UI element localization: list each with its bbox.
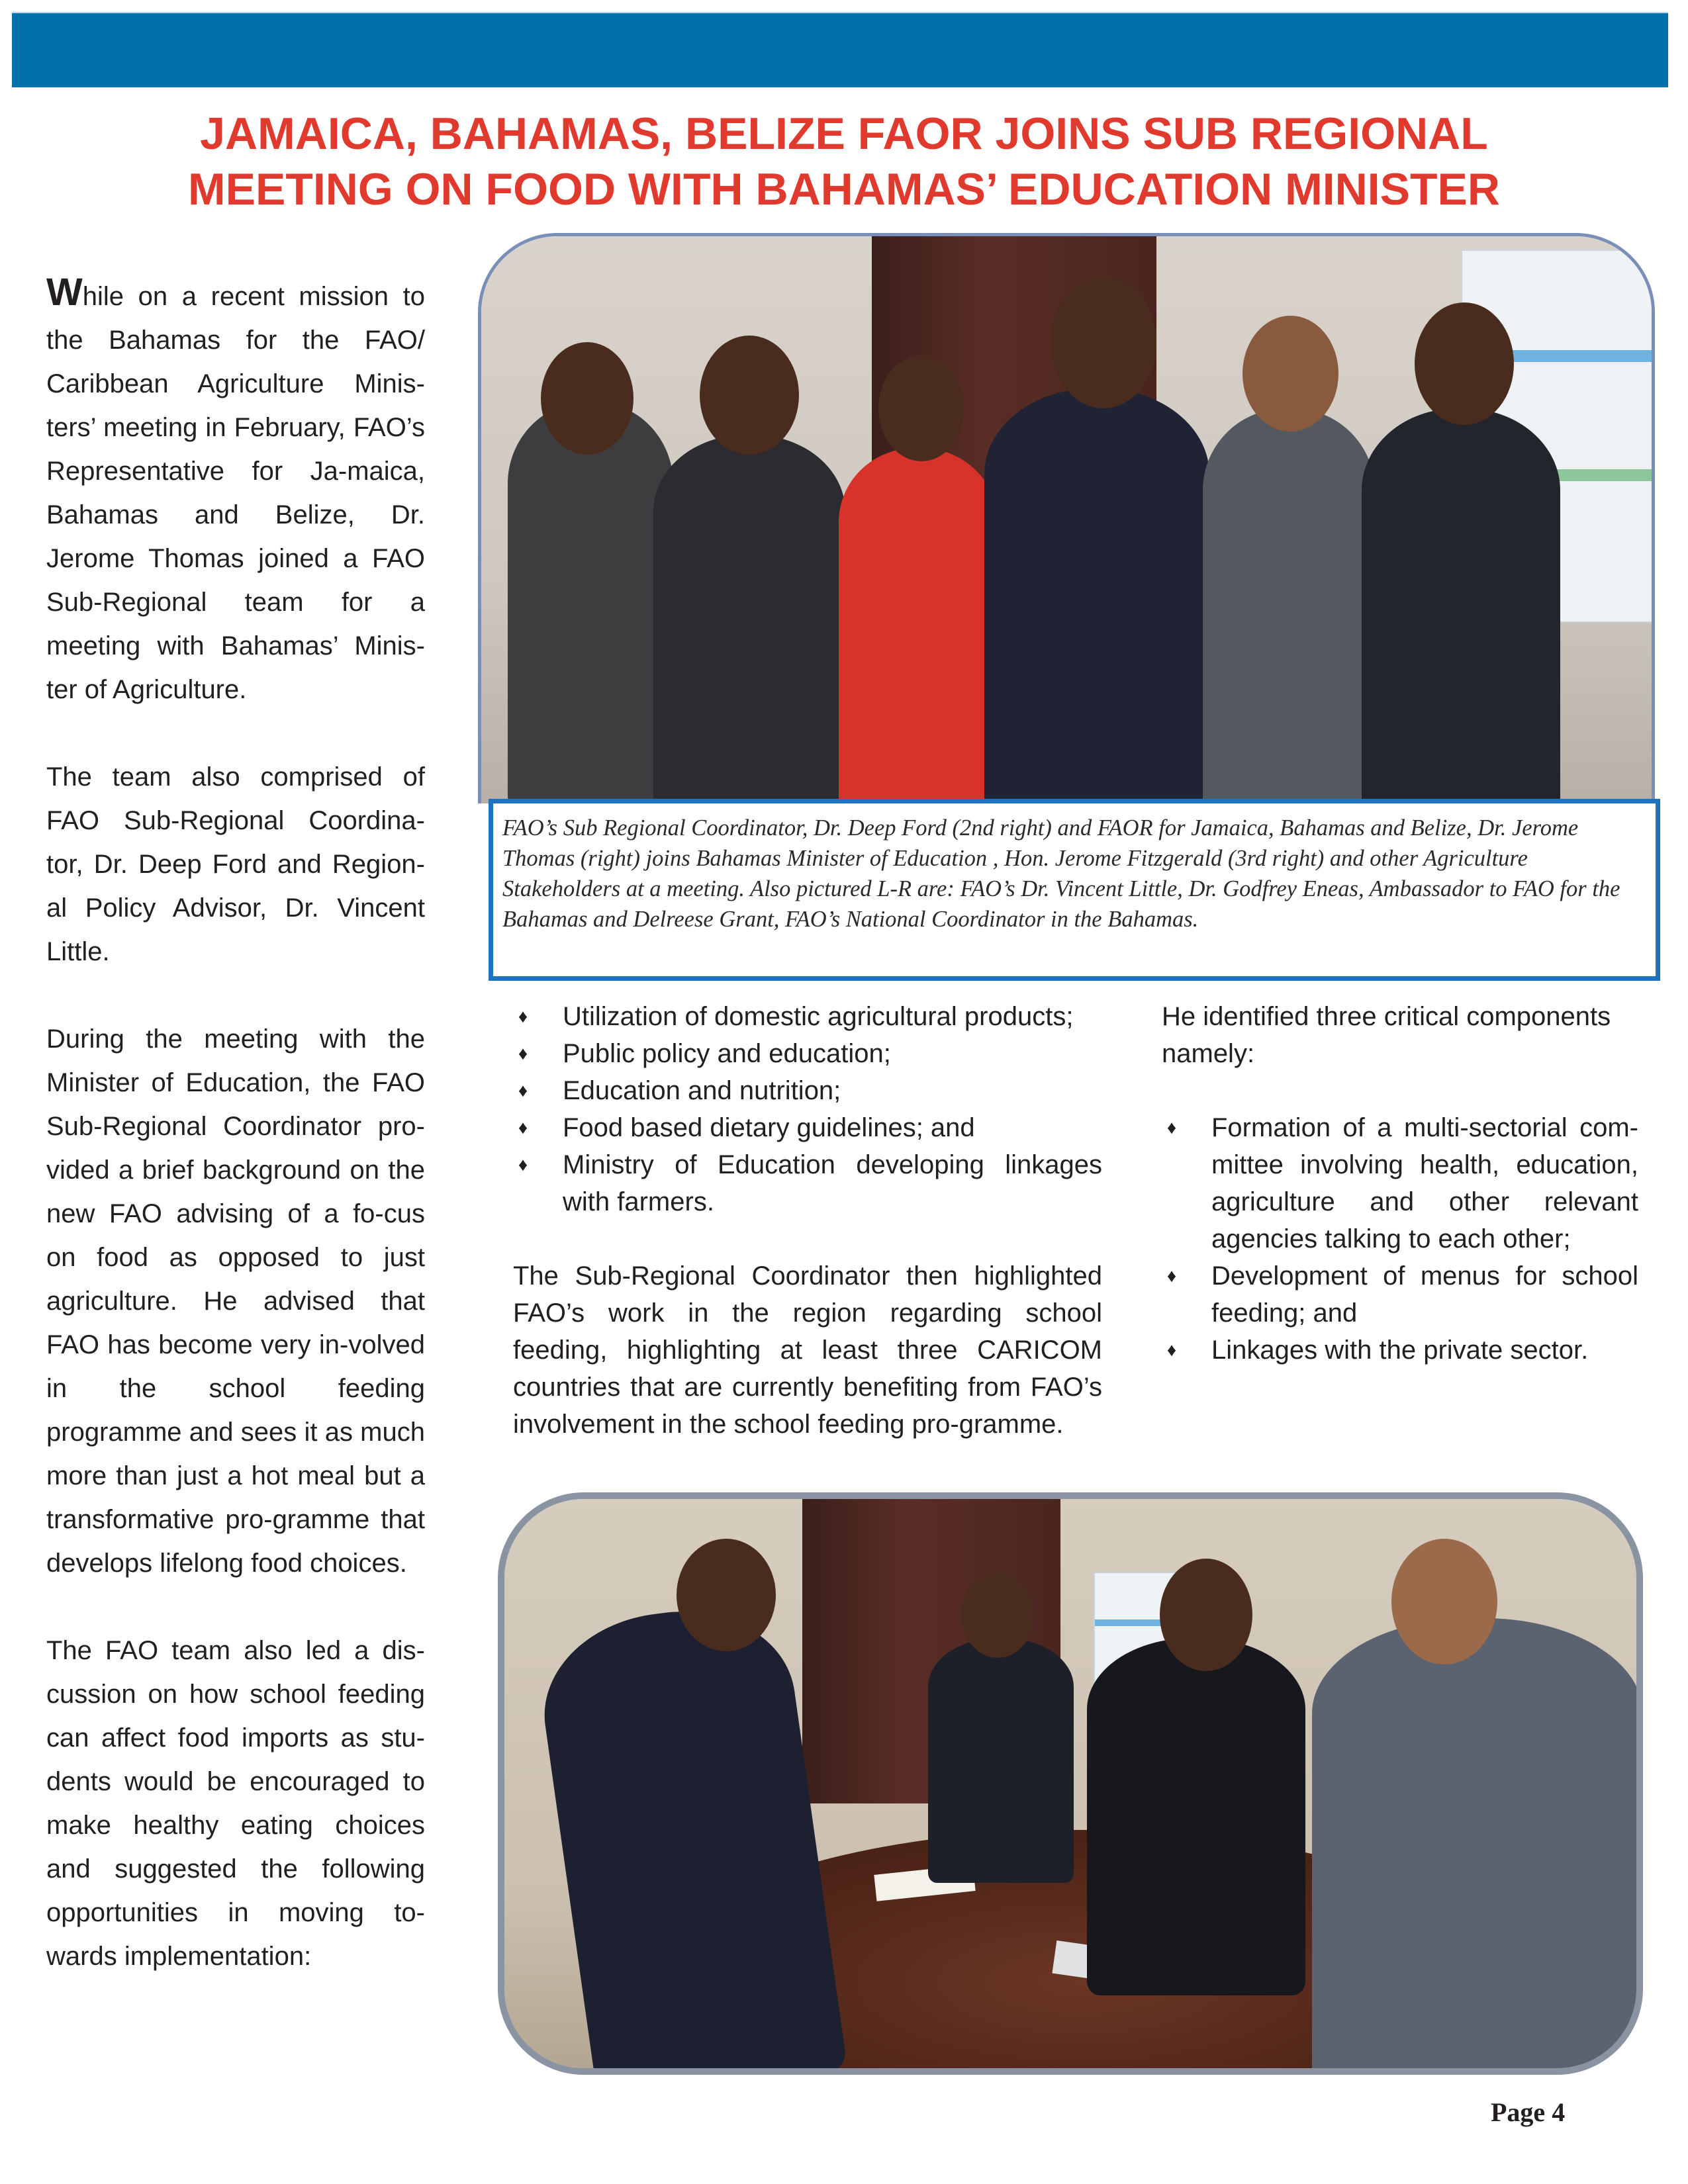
group-photo: [478, 233, 1655, 803]
person-2: [653, 435, 845, 803]
components-intro: He identified three critical components namely:: [1162, 1002, 1611, 1068]
header-banner: [12, 12, 1668, 87]
dropcap: W: [46, 271, 83, 314]
person-right: [1312, 1618, 1643, 2075]
list-item-text: Formation of a multi-sectorial com-mittee involving health, education, agriculture and other relevant agencies talking to each other;: [1211, 1113, 1638, 1253]
diamond-bullet-icon: ♦: [518, 1154, 528, 1175]
middle-column: [513, 998, 1102, 1443]
diamond-bullet-icon: ♦: [518, 1117, 528, 1138]
person-3-head: [878, 355, 964, 461]
paragraph-intro: [46, 271, 425, 711]
person-right-head: [1391, 1539, 1497, 1664]
person-standing-head: [1160, 1559, 1252, 1671]
list-item-text: Linkages with the private sector.: [1211, 1336, 1589, 1365]
diamond-bullet-icon: ♦: [1166, 1340, 1177, 1360]
list-item: [513, 1109, 1102, 1146]
diamond-bullet-icon: ♦: [518, 1043, 528, 1064]
person-2-head: [700, 336, 799, 455]
person-6-head: [1415, 302, 1514, 425]
title-line-1: JAMAICA, BAHAMAS, BELIZE FAOR JOINS SUB REGIONAL: [200, 109, 1488, 159]
person-4-head: [1051, 276, 1156, 408]
right-column: [1162, 998, 1638, 1369]
paragraph-intro-text: hile on a recent mission to the Bahamas for the FAO/ Caribbean Agriculture Minis-ters’ meeting in February, FAO’s Representative for Ja-maica, Bahamas and Belize, Dr. Jerome Thomas joined a FAO Sub-Regional team for a meeting with Bahamas’ Minis-ter of Agriculture.: [46, 282, 425, 704]
components-list: [1162, 1109, 1638, 1369]
list-item: [513, 1072, 1102, 1109]
diamond-bullet-icon: ♦: [1166, 1117, 1177, 1138]
person-minister-head: [677, 1539, 776, 1651]
page-number: Page 4: [1491, 2097, 1566, 2127]
paragraph-meeting: During the meeting with the Minister of Education, the FAO Sub-Regional Coordinator pro-vided a brief background on the new FAO advising of a fo-cus on food as opposed to just agriculture. He advised that FAO has become very in-volved in the school feeding programme and sees it as much more than just a hot meal but a transformative pro-gramme that develops lifelong food choices.: [46, 1024, 425, 1578]
list-item: [513, 1146, 1102, 1220]
person-5: [1203, 408, 1375, 803]
person-1: [508, 402, 673, 803]
list-item: [1162, 1332, 1638, 1369]
list-item-text: Development of menus for school feeding; and: [1211, 1261, 1638, 1328]
person-seated-head: [961, 1572, 1034, 1658]
person-5-head: [1243, 316, 1338, 432]
article-title: [0, 106, 1688, 217]
diamond-bullet-icon: ♦: [1166, 1265, 1177, 1286]
list-item-text: Education and nutrition;: [563, 1076, 841, 1105]
person-6: [1362, 408, 1560, 803]
list-item-text: Public policy and education;: [563, 1039, 891, 1068]
person-3: [839, 448, 998, 803]
paragraph-highlight: The Sub-Regional Coordinator then highlighted FAO’s work in the region regarding school feeding, highlighting at least three CARICOM countries that are currently benefiting from FAO’s involvement in the school feeding pro-gramme.: [513, 1261, 1102, 1439]
list-item: [1162, 1257, 1638, 1332]
list-item: [513, 1035, 1102, 1072]
list-item: [513, 998, 1102, 1035]
list-item-text: Utilization of domestic agricultural products;: [563, 1002, 1074, 1031]
opportunities-list: [513, 998, 1102, 1220]
person-4: [984, 388, 1209, 803]
list-item-text: Ministry of Education developing linkages with farmers.: [563, 1150, 1102, 1216]
person-seated: [928, 1638, 1074, 1883]
left-column: [46, 271, 425, 2022]
diamond-bullet-icon: ♦: [518, 1006, 528, 1026]
paragraph-team: The team also comprised of FAO Sub-Regional Coordina-tor, Dr. Deep Ford and Region-al Policy Advisor, Dr. Vincent Little.: [46, 762, 425, 966]
meeting-photo: [498, 1492, 1643, 2075]
person-1-head: [541, 342, 633, 455]
paragraph-discussion: The FAO team also led a dis-cussion on how school feeding can affect food imports as stu-dents would be encouraged to make healthy eating choices and suggested the following opportunities in moving to-wards implementation:: [46, 1636, 425, 1971]
list-item: [1162, 1109, 1638, 1257]
diamond-bullet-icon: ♦: [518, 1080, 528, 1101]
person-standing: [1087, 1638, 1305, 1995]
title-line-2: MEETING ON FOOD WITH BAHAMAS’ EDUCATION MINISTER: [187, 164, 1501, 214]
list-item-text: Food based dietary guidelines; and: [563, 1113, 975, 1142]
photo-caption: FAO’s Sub Regional Coordinator, Dr. Deep Ford (2nd right) and FAOR for Jamaica, Bahamas and Belize, Dr. Jerome Thomas (right) joins Bahamas Minister of Education , Hon. Jerome Fitzgerald (3rd right) and other Agriculture Stakeholders at a meeting. Also pictured L-R are: FAO’s Dr. Vincent Little, Dr. Godfrey Eneas, Ambassador to FAO for the Bahamas and Delreese Grant, FAO’s National Coordinator in the Bahamas.: [489, 799, 1660, 981]
